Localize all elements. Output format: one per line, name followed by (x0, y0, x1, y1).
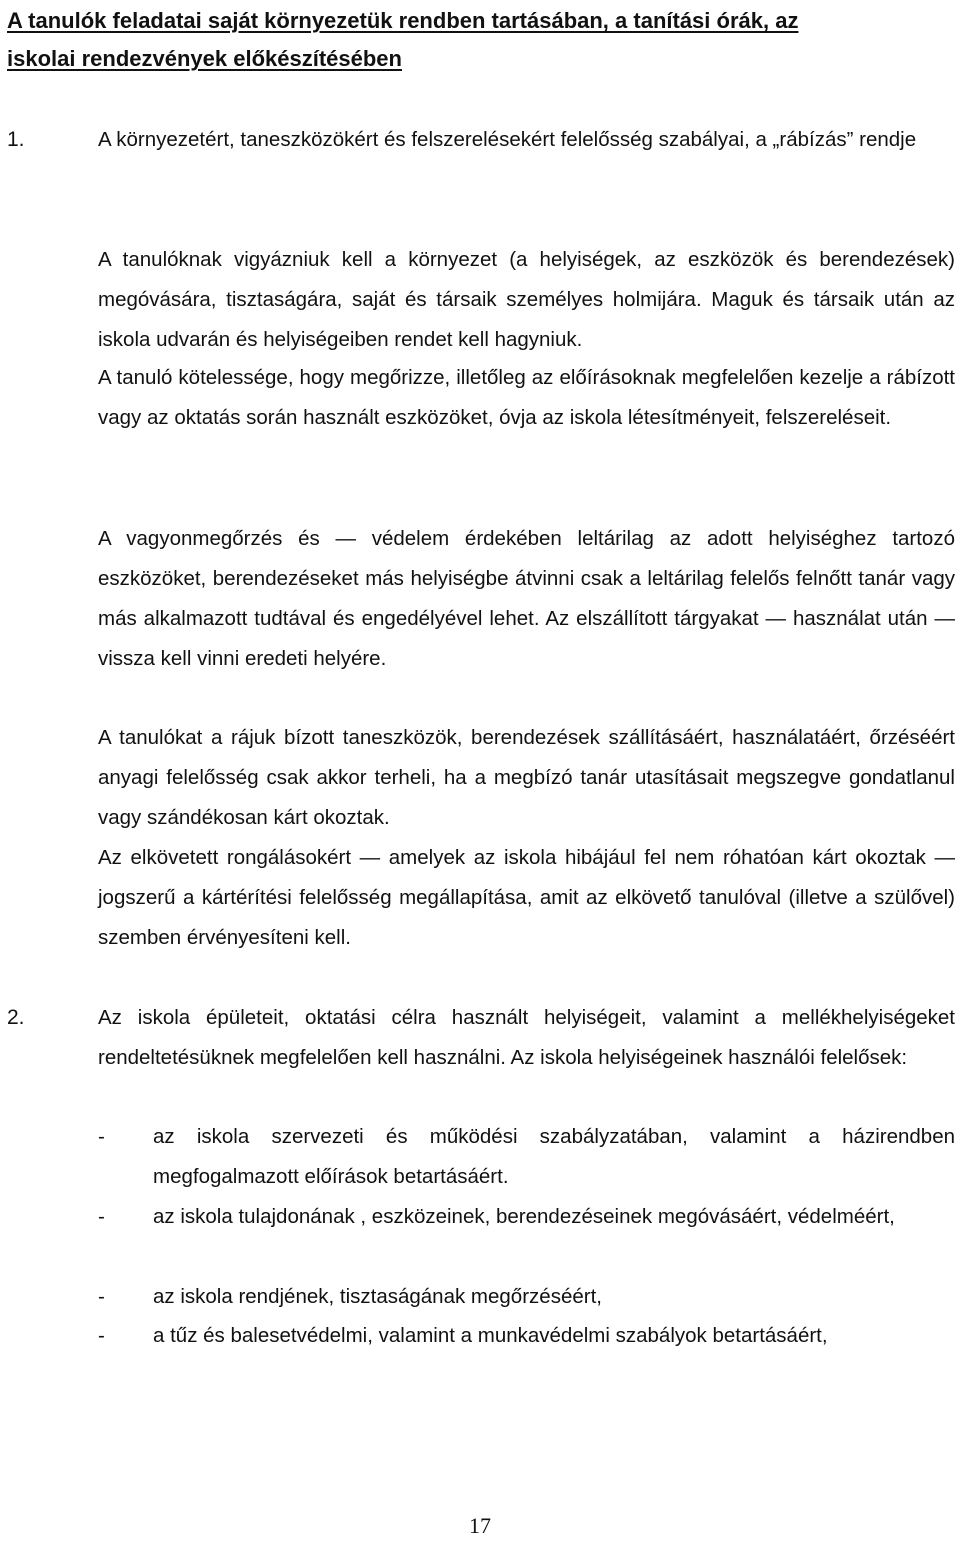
section-1-paragraph-4: A tanulókat a rájuk bízott taneszközök, berendezések szállításáért, használatáért, őrzéséért anyagi felelősség csak akkor terheli, ha a megbízó tanár utasításait megszegve gondatlanul vagy szándékosan kárt okoztak. (98, 726, 955, 829)
section-1-paragraph-1: A tanulóknak vigyázniuk kell a környezet (a helyiségek, az eszközök és berendezések) megóvására, tisztaságára, saját és társaik személyes holmijára. Maguk és társaik után az iskola udvarán és helyiségeiben rendet kell hagyniuk. (98, 248, 955, 351)
bullet-marker: - (98, 1285, 105, 1308)
section-1-paragraph-5: Az elkövetett rongálásokért — amelyek az iskola hibájául fel nem róhatóan kárt okoztak — jogszerű a kártérítési felelősség megállapítása, amit az elkövető tanulóval (illetve a szülővel) szemben érvényesíteni kell. (98, 846, 955, 949)
section-1-heading: A környezetért, taneszközökért és felszerelésekért felelősség szabályai, a „rábízás” rendje (98, 128, 917, 151)
bullet-item-2: az iskola tulajdonának , eszközeinek, berendezéseinek megóvásáért, védelméért, (153, 1205, 895, 1228)
title-line-2: iskolai rendezvények előkészítésében (7, 46, 402, 71)
section-1-number: 1. (7, 128, 25, 151)
page-number: 17 (469, 1513, 491, 1538)
section-2-number: 2. (7, 1006, 25, 1029)
bullet-item-1: az iskola szervezeti és működési szabályzatában, valamint a házirendben megfogalmazott előírások betartásáért. (153, 1125, 955, 1188)
section-1-paragraph-3: A vagyonmegőrzés és — védelem érdekében leltárilag az adott helyiséghez tartozó eszközöket, berendezéseket más helyiségbe átvinni csak a leltárilag felelős felnőtt tanár vagy más alkalmazott tudtával és engedélyével lehet. Az elszállított tárgyakat — használat után — vissza kell vinni eredeti helyére. (98, 527, 955, 670)
section-2-intro: Az iskola épületeit, oktatási célra használt helyiségeit, valamint a mellékhelyiségeket rendeltetésüknek megfelelően kell használni. Az iskola helyiségeinek használói felelősek: (98, 1006, 955, 1069)
bullet-marker: - (98, 1324, 105, 1347)
section-1-paragraph-2: A tanuló kötelessége, hogy megőrizze, illetőleg az előírásoknak megfelelően kezelje a rábízott vagy az oktatás során használt eszközöket, óvja az iskola létesítményeit, felszereléseit. (98, 366, 955, 429)
document-title (7, 2, 937, 78)
bullet-item-3: az iskola rendjének, tisztaságának megőrzéséért, (153, 1285, 602, 1308)
bullet-marker: - (98, 1205, 105, 1228)
bullet-marker: - (98, 1125, 105, 1148)
bullet-item-4: a tűz és balesetvédelmi, valamint a munkavédelmi szabályok betartásáért, (153, 1324, 828, 1347)
title-line-1: A tanulók feladatai saját környezetük rendben tartásában, a tanítási órák, az (7, 8, 799, 33)
